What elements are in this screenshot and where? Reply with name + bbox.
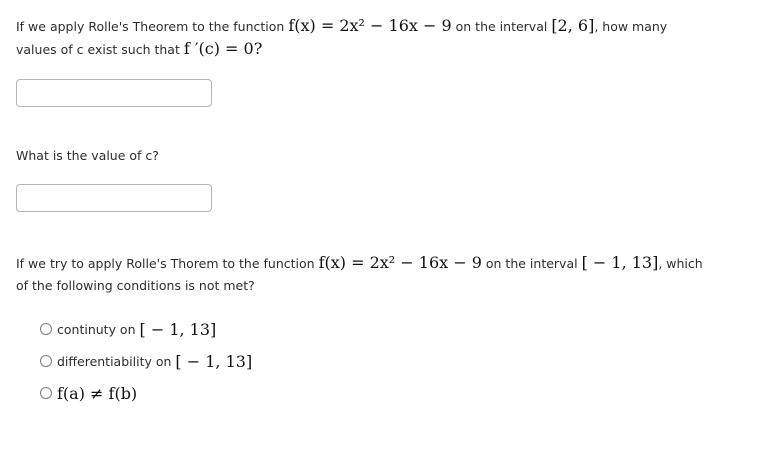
q1-line2-end: ?: [253, 39, 263, 58]
question-1-text: [16, 15, 667, 61]
q3-interval-math: [ − 1, 13]: [581, 253, 659, 272]
option-endpoint-values-math: f(a) ≠ f(b): [57, 383, 138, 403]
q1-function-math: f(x) = 2x² − 16x − 9: [288, 16, 452, 35]
option-differentiability[interactable]: [40, 350, 252, 372]
q2-var: c: [145, 148, 153, 163]
option-continuity[interactable]: [40, 318, 216, 340]
q1-line2-var: c: [76, 42, 84, 57]
option-differentiability-radio[interactable]: [40, 355, 52, 367]
option-endpoint-values[interactable]: [40, 382, 137, 404]
q2-prefix: What is the value of: [16, 148, 142, 163]
q3-text-before-function: If we try to apply Rolle's Thorem to the function: [16, 256, 315, 271]
option-endpoint-values-radio[interactable]: [40, 387, 52, 399]
option-differentiability-label: differentiability on: [57, 353, 172, 369]
option-differentiability-math: [ − 1, 13]: [175, 351, 253, 371]
option-continuity-label: continuty on: [57, 321, 136, 337]
q1-line2-prefix: values of: [16, 42, 73, 57]
question-1-line-2: [16, 38, 667, 61]
q3-function-math: f(x) = 2x² − 16x − 9: [318, 253, 482, 272]
q1-text-after-interval: , how many: [594, 19, 668, 34]
question-3-line-1: [16, 252, 703, 275]
q3-text-before-interval: on the interval: [485, 256, 578, 271]
question-3-line-2: of the following conditions is not met?: [16, 278, 255, 293]
q1-condition-math: f ′(c) = 0: [183, 39, 254, 58]
option-continuity-math: [ − 1, 13]: [139, 319, 217, 339]
q1-answer-input[interactable]: [16, 79, 212, 107]
question-2-text: [16, 145, 159, 167]
q1-text-before-interval: on the interval: [455, 19, 548, 34]
question-3-text: [16, 252, 703, 297]
q1-text-before-function: If we apply Rolle's Theorem to the function: [16, 19, 285, 34]
question-1-line-1: [16, 15, 667, 38]
q2-suffix: ?: [152, 148, 159, 163]
q2-answer-input[interactable]: [16, 184, 212, 212]
q3-text-after-interval: , which: [658, 256, 703, 271]
option-continuity-radio[interactable]: [40, 323, 52, 335]
q1-interval-math: [2, 6]: [551, 16, 595, 35]
q1-line2-mid: exist such that: [87, 42, 180, 57]
